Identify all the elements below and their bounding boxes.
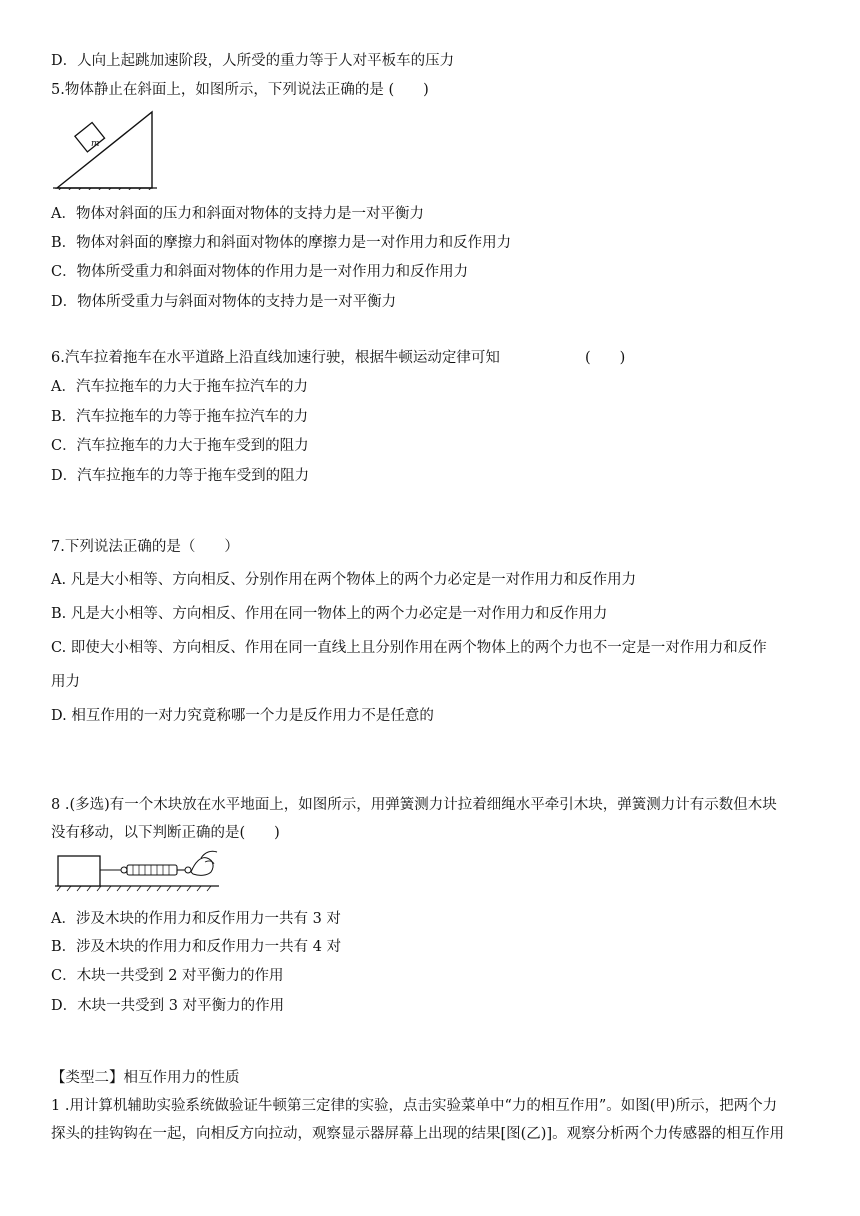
q7-option-b: B. 凡是大小相等、方向相反、作用在同一物体上的两个力必定是一对作用力和反作用力 xyxy=(51,606,608,622)
q6-option-d: D．汽车拉拖车的力等于拖车受到的阻力 xyxy=(51,468,310,484)
q8-stem-line1: 8 .(多选)有一个木块放在水平地面上，如图所示，用弹簧测力计拉着细绳水平牵引木块，弹簧测力计有示数但木块 xyxy=(51,797,777,813)
q7-option-d: D. 相互作用的一对力究竟称哪一个力是反作用力不是任意的 xyxy=(51,708,434,724)
q4-option-d: D．人向上起跳加速阶段，人所受的重力等于人对平板车的压力 xyxy=(51,53,455,69)
q7-option-c-continued: 用力 xyxy=(51,674,80,690)
mass-label: m xyxy=(91,139,100,149)
q6-option-c: C．汽车拉拖车的力大于拖车受到的阻力 xyxy=(51,438,309,454)
section2-heading: 【类型二】相互作用力的性质 xyxy=(51,1070,240,1086)
q6-option-a: A．汽车拉拖车的力大于拖车拉汽车的力 xyxy=(51,379,308,395)
section2-q1-line1: 1 .用计算机辅助实验系统做验证牛顿第三定律的实验，点击实验菜单中“力的相互作用”。如图(甲)所示，把两个力 xyxy=(51,1098,778,1114)
q5-option-a: A．物体对斜面的压力和斜面对物体的支持力是一对平衡力 xyxy=(51,206,424,222)
q6-answer-bracket: ( ) xyxy=(585,350,626,366)
q7-stem: 7.下列说法正确的是（ ） xyxy=(51,539,239,555)
q7-option-c: C. 即使大小相等、方向相反、作用在同一直线上且分别作用在两个物体上的两个力也不一定是一对作用力和反作 xyxy=(51,640,767,656)
q5-option-d: D．物体所受重力与斜面对物体的支持力是一对平衡力 xyxy=(51,294,397,310)
q8-stem-line2: 没有移动，以下判断正确的是( ) xyxy=(51,825,280,841)
q5-option-c: C．物体所受重力和斜面对物体的作用力是一对作用力和反作用力 xyxy=(51,264,469,280)
section2-q1-line2: 探头的挂钩钩在一起，向相反方向拉动，观察显示器屏幕上出现的结果[图(乙)]。观察分析两个力传感器的相互作用 xyxy=(51,1126,785,1142)
q5-stem: 5.物体静止在斜面上，如图所示，下列说法正确的是 ( ) xyxy=(51,82,429,98)
q8-option-b: B．涉及木块的作用力和反作用力一共有 4 对 xyxy=(51,939,342,955)
q8-option-d: D．木块一共受到 3 对平衡力的作用 xyxy=(51,998,285,1014)
q5-incline-figure xyxy=(53,110,157,190)
q6-option-b: B．汽车拉拖车的力等于拖车拉汽车的力 xyxy=(51,409,309,425)
q6-stem: 6.汽车拉着拖车在水平道路上沿直线加速行驶，根据牛顿运动定律可知 xyxy=(51,350,500,366)
q8-option-c: C．木块一共受到 2 对平衡力的作用 xyxy=(51,968,284,984)
q8-option-a: A．涉及木块的作用力和反作用力一共有 3 对 xyxy=(51,911,341,927)
q7-option-a: A. 凡是大小相等、方向相反、分别作用在两个物体上的两个力必定是一对作用力和反作用力 xyxy=(51,572,637,588)
q8-spring-scale-figure xyxy=(55,848,219,894)
q5-option-b: B．物体对斜面的摩擦力和斜面对物体的摩擦力是一对作用力和反作用力 xyxy=(51,235,512,251)
